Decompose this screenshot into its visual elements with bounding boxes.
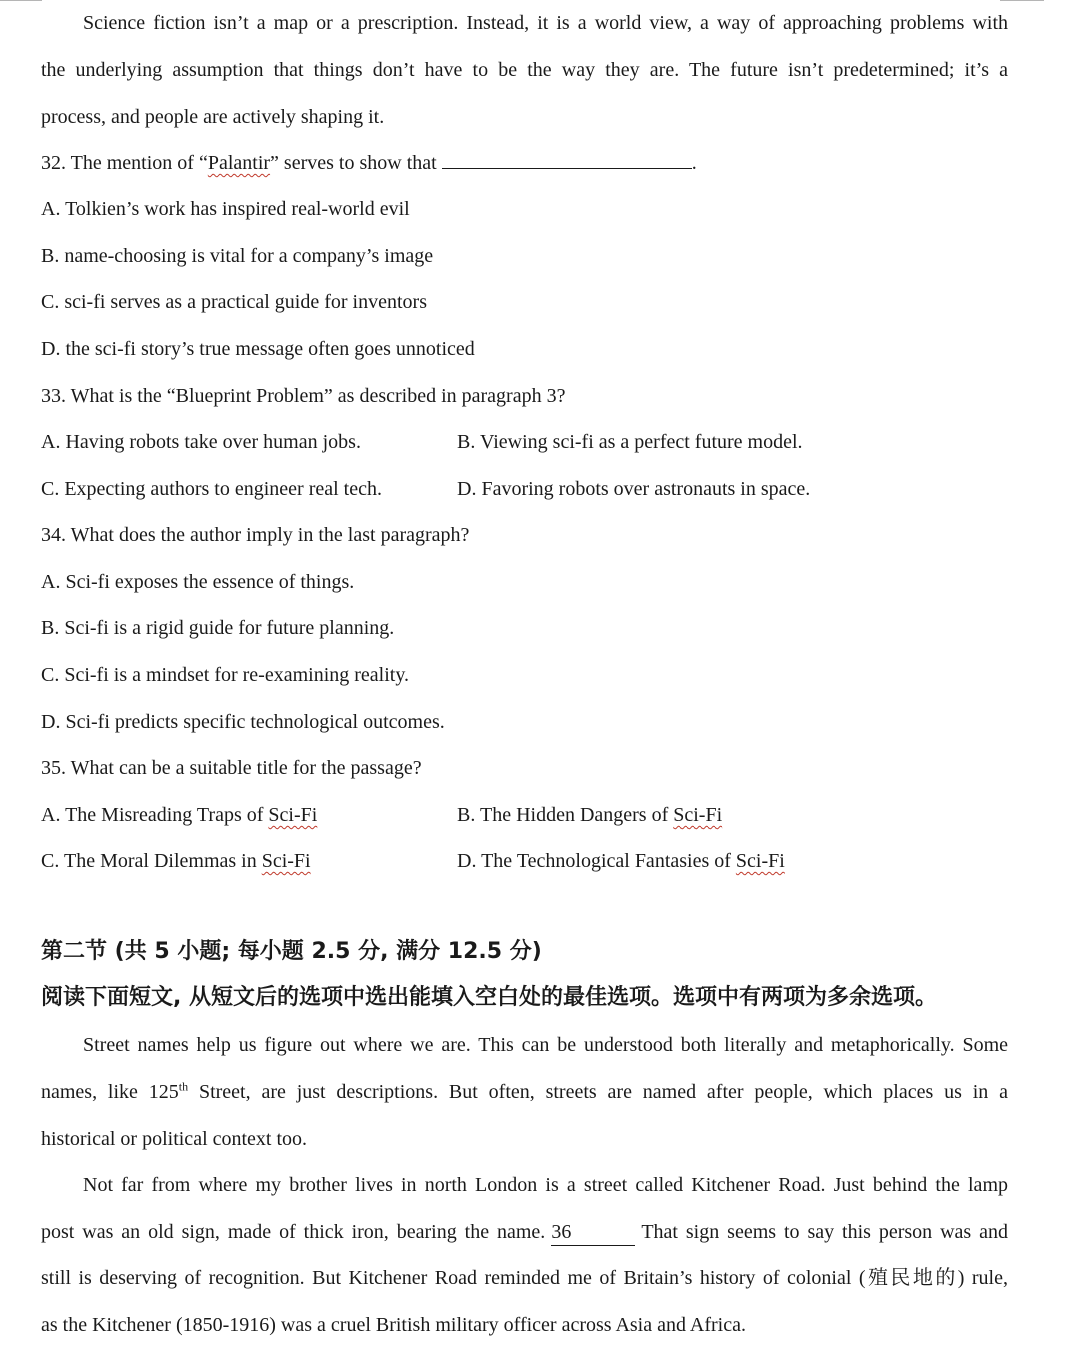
q33-option-a: A. Having robots take over human jobs. [41, 431, 361, 453]
q32-stem-pre: 32. The mention of “ [41, 152, 208, 174]
q32-option-c: C. sci-fi serves as a practical guide for inventors [41, 291, 427, 313]
section2-paragraph-line [41, 1219, 1008, 1246]
q34-option-a: A. Sci-fi exposes the essence of things. [41, 571, 355, 593]
question-35-stem: 35. What can be a suitable title for the passage? [41, 757, 422, 779]
q35-a-text: A. The Misreading Traps of [41, 804, 269, 826]
section2-paragraph-line: Not far from where my brother lives in north London is a street called Kitchener Road. Just behind the lamp [83, 1174, 1008, 1196]
q33-option-c: C. Expecting authors to engineer real tech. [41, 478, 382, 500]
answer-blank [442, 150, 692, 169]
q32-option-d: D. the sci-fi story’s true message often goes unnoticed [41, 338, 475, 360]
section2-paragraph-line: still is deserving of recognition. But Kitchener Road reminded me of Britain’s history of colonial (殖民地的) rule, [41, 1267, 1008, 1289]
p2-line2-post: That sign seems to say this person was and [641, 1221, 1009, 1243]
question-32-stem [41, 150, 697, 176]
section2-paragraph-line: Street names help us figure out where we are. This can be understood both literally and metaphorically. Some [83, 1034, 1008, 1056]
q35-c-term: Sci-Fi [261, 850, 311, 872]
section2-paragraph-line: historical or political context too. [41, 1128, 308, 1150]
q35-option-a [41, 802, 317, 828]
section-instruction: 阅读下面短文, 从短文后的选项中选出能填入空白处的最佳选项。选项中有两项为多余选项。 [41, 985, 938, 1010]
q35-option-b [457, 802, 722, 828]
q34-option-b: B. Sci-fi is a rigid guide for future planning. [41, 617, 395, 639]
q32-stem-post: ” serves to show that [270, 152, 437, 174]
ordinal-superscript: th [178, 1079, 189, 1094]
q35-option-c [41, 848, 311, 874]
section2-paragraph-line: as the Kitchener (1850-1916) was a cruel British military officer across Asia and Africa. [41, 1314, 746, 1336]
q35-b-text: B. The Hidden Dangers of [457, 804, 674, 826]
q32-stem-end: . [691, 152, 697, 174]
top-rule-left [0, 0, 42, 1]
question-34-stem: 34. What does the author imply in the last paragraph? [41, 524, 470, 546]
q34-option-c: C. Sci-fi is a mindset for re-examining reality. [41, 664, 410, 686]
p1-line2-pre: names, like 125 [41, 1081, 179, 1103]
section-heading: 第二节 (共 5 小题; 每小题 2.5 分, 满分 12.5 分) [41, 939, 542, 964]
p1-line2-post: Street, are just descriptions. But often, streets are named after people, which places us in a [188, 1081, 1008, 1103]
q35-d-text: D. The Technological Fantasies of [457, 850, 736, 872]
q35-a-term: Sci-Fi [268, 804, 318, 826]
q35-option-d [457, 848, 785, 874]
q33-option-d: D. Favoring robots over astronauts in space. [457, 478, 811, 500]
q35-c-text: C. The Moral Dilemmas in [41, 850, 262, 872]
q32-option-a: A. Tolkien’s work has inspired real-world evil [41, 198, 410, 220]
passage-paragraph-line: Science fiction isn’t a map or a prescription. Instead, it is a world view, a way of approaching problems with [83, 12, 1008, 34]
q35-d-term: Sci-Fi [735, 850, 785, 872]
top-rule-right [1000, 0, 1044, 1]
blank-36: 36 [551, 1219, 635, 1246]
passage-paragraph-line: the underlying assumption that things don’t have to be the way they are. The future isn’t predetermined; it’s a [41, 59, 1008, 81]
section2-paragraph-line [41, 1079, 1008, 1105]
q32-option-b: B. name-choosing is vital for a company’s image [41, 245, 434, 267]
question-33-stem: 33. What is the “Blueprint Problem” as described in paragraph 3? [41, 385, 566, 407]
p2-line2-pre: post was an old sign, made of thick iron, bearing the name. [41, 1221, 546, 1243]
passage-paragraph-line: process, and people are actively shaping it. [41, 106, 385, 128]
q35-b-term: Sci-Fi [673, 804, 723, 826]
q33-option-b: B. Viewing sci-fi as a perfect future model. [457, 431, 803, 453]
q32-palantir-term: Palantir [207, 152, 271, 174]
q34-option-d: D. Sci-fi predicts specific technological outcomes. [41, 711, 445, 733]
